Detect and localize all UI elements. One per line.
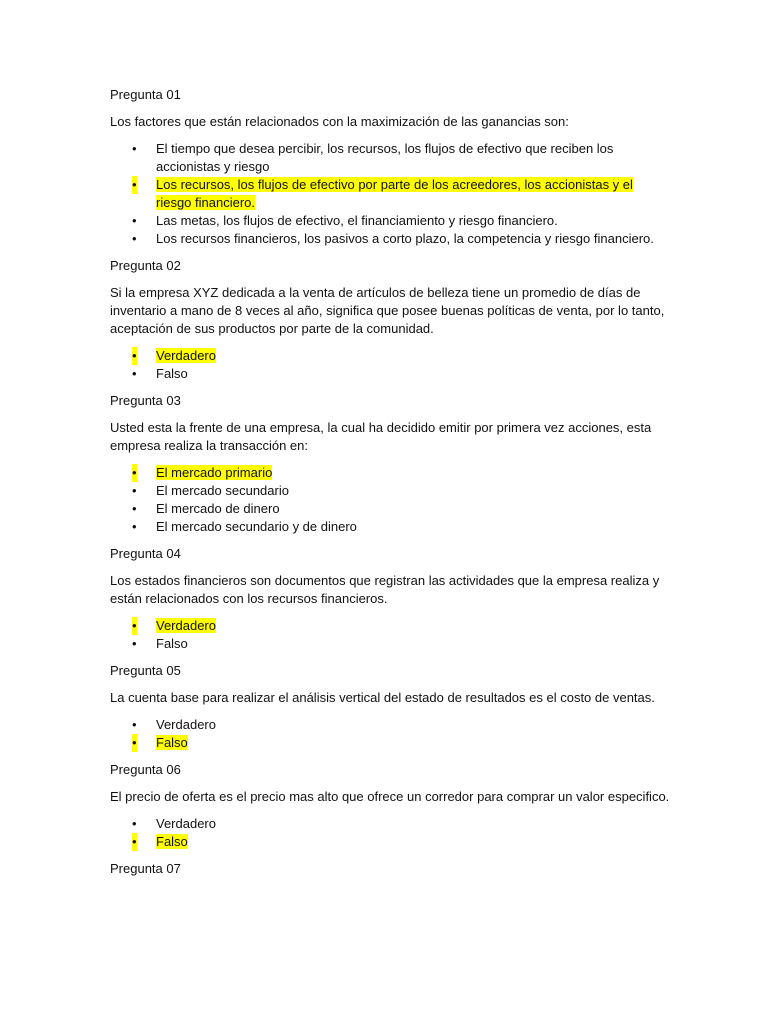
answer-option-text: Verdadero: [156, 618, 216, 633]
answer-option-text: Falso: [156, 735, 188, 750]
answer-option-text: Verdadero: [156, 816, 216, 831]
bullet-icon: •: [132, 231, 137, 246]
answer-options-list: [110, 140, 670, 248]
answer-option: [110, 815, 670, 833]
answer-option: [110, 635, 670, 653]
answer-options-list: [110, 815, 670, 851]
answer-option-text: El mercado primario: [156, 465, 273, 480]
question-block: [110, 860, 670, 878]
answer-option-text: Los recursos, los flujos de efectivo por parte de los acreedores, los accionistas y el riesgo financiero.: [156, 177, 633, 210]
question-heading: Pregunta 07: [110, 861, 181, 876]
answer-option-text: El mercado de dinero: [156, 501, 280, 516]
question-heading: Pregunta 02: [110, 258, 181, 273]
answer-option-text: Los recursos financieros, los pasivos a corto plazo, la competencia y riesgo financiero.: [156, 231, 654, 246]
question-text: Los estados financieros son documentos que registran las actividades que la empresa realiza y están relacionados con los recursos financieros.: [110, 573, 660, 606]
bullet-icon: •: [132, 366, 137, 381]
question-block: [110, 86, 670, 248]
document-page: [110, 86, 670, 887]
bullet-icon: •: [132, 483, 137, 498]
question-heading: Pregunta 06: [110, 762, 181, 777]
answer-option: [110, 212, 670, 230]
question-heading: Pregunta 04: [110, 546, 181, 561]
answer-options-list: [110, 617, 670, 653]
answer-options-list: [110, 464, 670, 536]
answer-option-text: Verdadero: [156, 348, 216, 363]
answer-option-selected: [110, 734, 670, 752]
answer-option: [110, 518, 670, 536]
question-text: Usted esta la frente de una empresa, la cual ha decidido emitir por primera vez acciones, esta empresa realiza la transacción en:: [110, 420, 652, 453]
answer-option: [110, 500, 670, 518]
question-text: Si la empresa XYZ dedicada a la venta de artículos de belleza tiene un promedio de días de inventario a mano de 8 veces al año, significa que posee buenas políticas de venta, por lo tanto, aceptación de sus productos por parte de la comunidad.: [110, 285, 665, 336]
bullet-icon: •: [132, 816, 137, 831]
answer-option-text: Verdadero: [156, 717, 216, 732]
question-text: Los factores que están relacionados con la maximización de las ganancias son:: [110, 114, 569, 129]
question-block: [110, 545, 670, 653]
bullet-icon: •: [132, 141, 137, 156]
answer-option-selected: [110, 347, 670, 365]
answer-option-text: Falso: [156, 636, 188, 651]
answer-option-text: Falso: [156, 834, 188, 849]
question-heading: Pregunta 01: [110, 87, 181, 102]
bullet-icon: •: [132, 717, 137, 732]
answer-option-text: El tiempo que desea percibir, los recursos, los flujos de efectivo que reciben los accionistas y riesgo: [156, 141, 614, 174]
answer-options-list: [110, 347, 670, 383]
answer-option-text: El mercado secundario y de dinero: [156, 519, 357, 534]
answer-option-selected: [110, 464, 670, 482]
answer-option: [110, 365, 670, 383]
bullet-icon: •: [132, 618, 137, 633]
answer-option-text: El mercado secundario: [156, 483, 289, 498]
answer-option-selected: [110, 617, 670, 635]
question-heading: Pregunta 05: [110, 663, 181, 678]
question-block: [110, 392, 670, 536]
bullet-icon: •: [132, 348, 137, 363]
answer-option: [110, 482, 670, 500]
question-block: [110, 761, 670, 851]
bullet-icon: •: [132, 501, 137, 516]
answer-option: [110, 140, 670, 176]
answer-option-text: Las metas, los flujos de efectivo, el financiamiento y riesgo financiero.: [156, 213, 558, 228]
bullet-icon: •: [132, 834, 137, 849]
bullet-icon: •: [132, 465, 137, 480]
answer-option-selected: [110, 176, 670, 212]
answer-option-text: Falso: [156, 366, 188, 381]
bullet-icon: •: [132, 519, 137, 534]
bullet-icon: •: [132, 177, 137, 192]
answer-option: [110, 230, 670, 248]
bullet-icon: •: [132, 213, 137, 228]
answer-option-selected: [110, 833, 670, 851]
answer-option: [110, 716, 670, 734]
bullet-icon: •: [132, 735, 137, 750]
question-text: El precio de oferta es el precio mas alto que ofrece un corredor para comprar un valor especifico.: [110, 789, 670, 804]
bullet-icon: •: [132, 636, 137, 651]
question-text: La cuenta base para realizar el análisis vertical del estado de resultados es el costo de ventas.: [110, 690, 655, 705]
question-heading: Pregunta 03: [110, 393, 181, 408]
answer-options-list: [110, 716, 670, 752]
question-block: [110, 257, 670, 383]
question-block: [110, 662, 670, 752]
